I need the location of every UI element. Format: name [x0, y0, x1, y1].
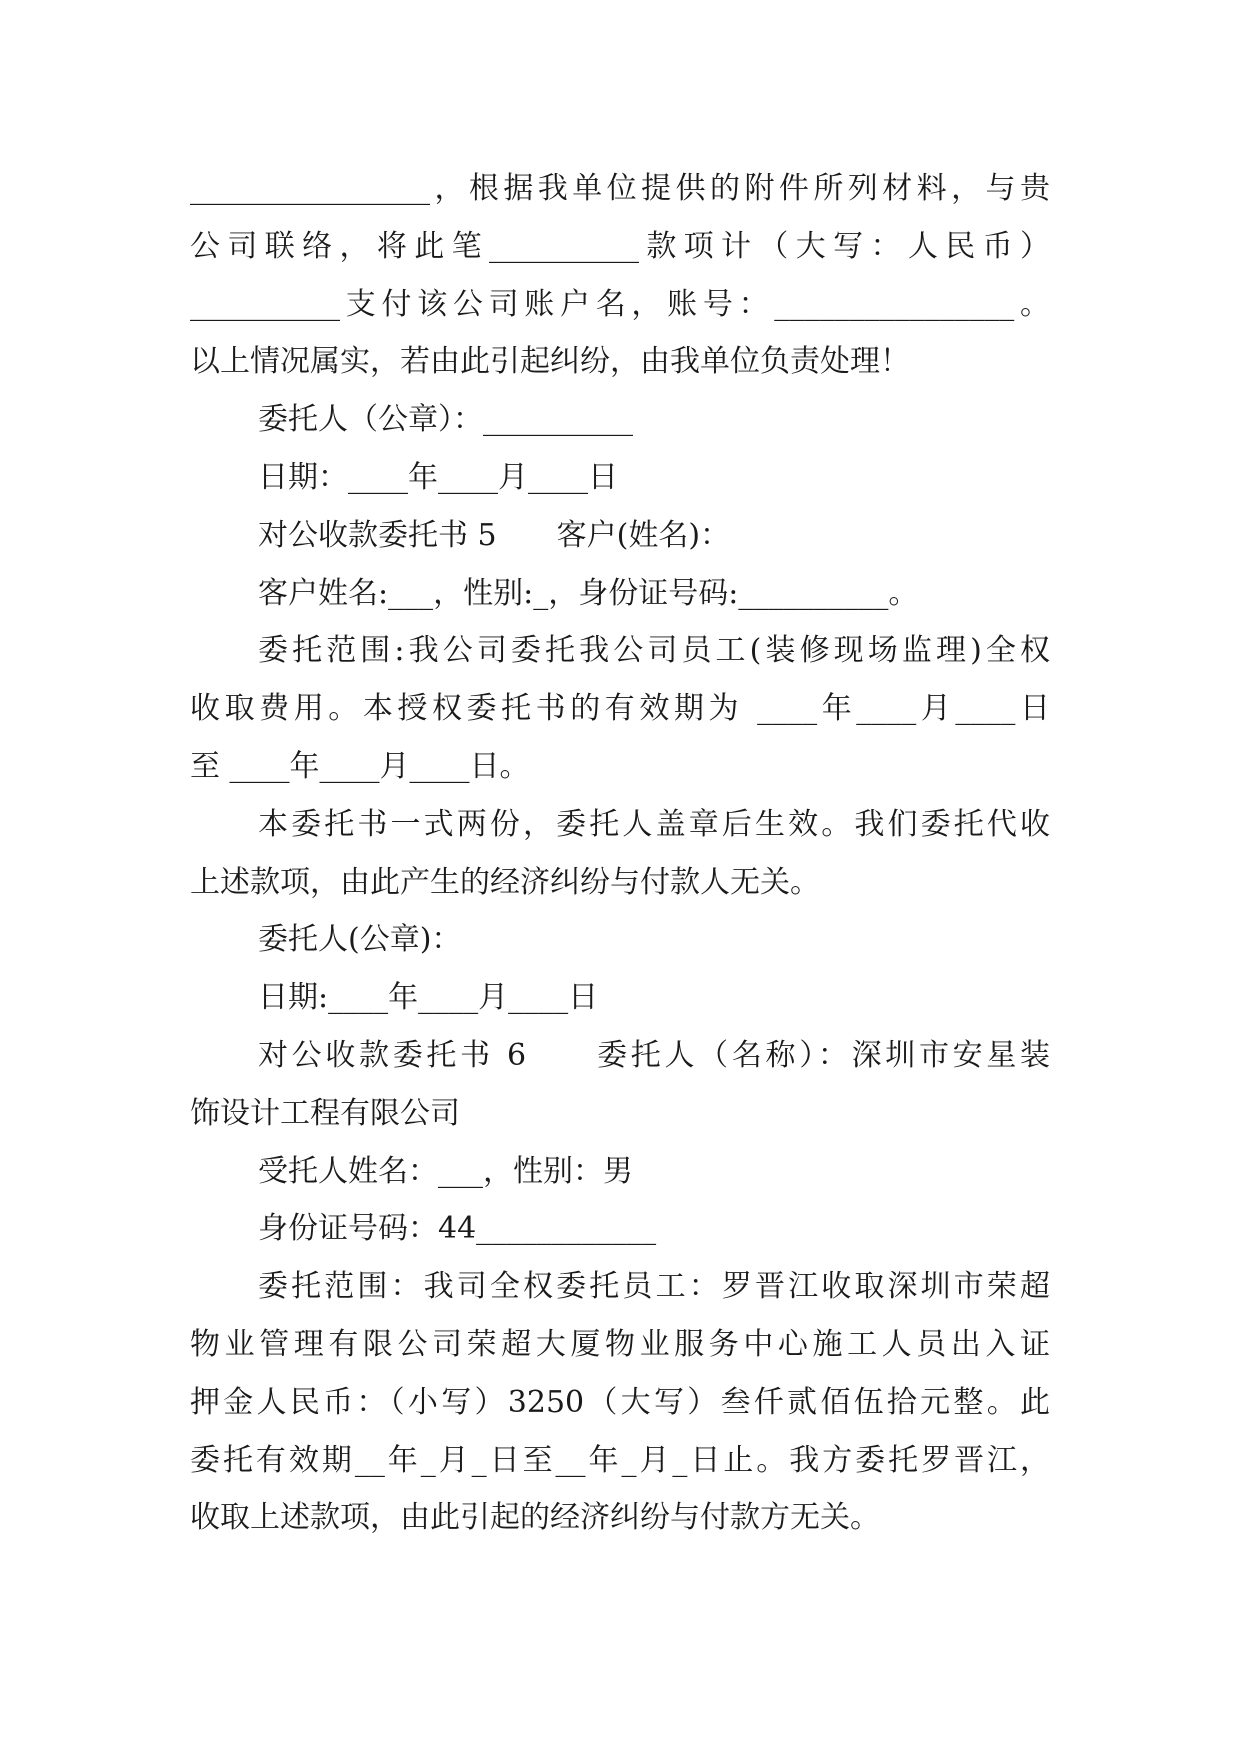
text-line: 至 ____年____月____日。	[190, 748, 530, 784]
text-line: 身份证号码：44____________	[258, 1211, 657, 1247]
text-line: 以上情况属实，若由此引起纠纷，由我单位负责处理！	[190, 344, 910, 380]
text-line: 日期:____年____月____日	[258, 980, 599, 1016]
text-line: 饰设计工程有限公司	[190, 1095, 460, 1131]
text-line: 收取上述款项，由此引起的经济纠纷与付款方无关。	[190, 1500, 880, 1536]
text-line: ________________，根据我单位提供的附件所列材料，与贵	[190, 171, 1050, 206]
text-line: 受托人姓名：___，性别：男	[258, 1153, 633, 1189]
text-line: 日期：____年____月____日	[258, 459, 618, 495]
document-body	[190, 160, 1050, 1547]
text-line: 押金人民币：（小写）3250（大写）叁仟贰佰伍拾元整。此	[190, 1384, 1050, 1420]
text-line: 客户姓名:___，性别:_，身份证号码:__________。	[258, 575, 919, 611]
text-line: 收取费用。本授权委托书的有效期为 ____年____月____日	[190, 691, 1050, 727]
text-line: 本委托书一式两份，委托人盖章后生效。我们委托代收	[258, 806, 1050, 842]
text-line: 委托范围:我公司委托我公司员工(装修现场监理)全权	[258, 633, 1050, 669]
text-line: 上述款项，由此产生的经济纠纷与付款人无关。	[190, 864, 820, 900]
text-line: 委托范围：我司全权委托员工：罗晋江收取深圳市荣超	[258, 1269, 1050, 1305]
text-line: __________支付该公司账户名，账号：________________。	[190, 286, 1050, 322]
text-line: 委托有效期__年_月_日至__年_月_日止。我方委托罗晋江，	[190, 1442, 1050, 1478]
text-line: 委托人(公章)：	[258, 922, 462, 958]
text-line: 物业管理有限公司荣超大厦物业服务中心施工人员出入证	[190, 1326, 1050, 1362]
section-heading: 对公收款委托书 6 委托人（名称）：深圳市安星装	[258, 1037, 1050, 1073]
section-heading: 对公收款委托书 5 客户(姓名)：	[258, 517, 731, 553]
text-line: 公司联络，将此笔__________款项计（大写：人民币）	[190, 228, 1050, 264]
text-line: 委托人（公章）：__________	[258, 402, 633, 438]
